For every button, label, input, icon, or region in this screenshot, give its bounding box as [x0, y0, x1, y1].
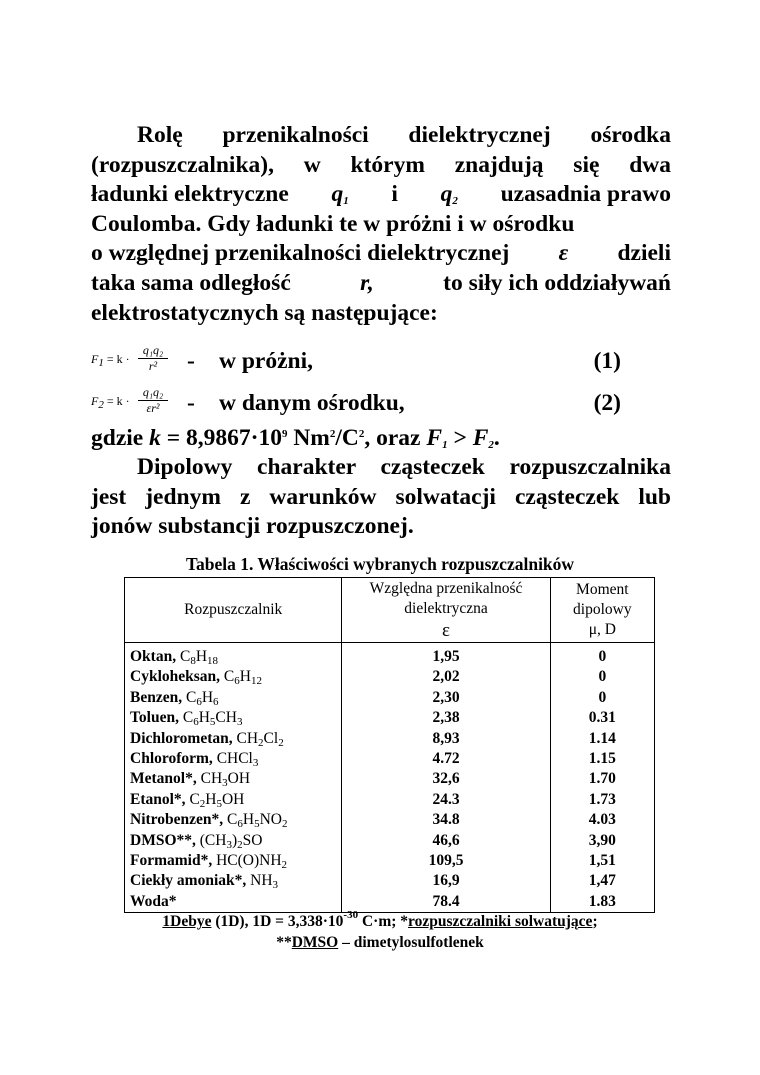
cell-permittivity: 2,30 [342, 688, 550, 708]
cell-solvent: Ciekły amoniak*, $NH_3$ [125, 871, 342, 891]
table-row [125, 688, 655, 708]
para2-line2: jest jednym z warunków solwatacji cząsteczek lub [91, 483, 671, 510]
chemical-formula: $C_8H_{18}$ [179, 648, 219, 667]
header-permittivity: Względna przenikalność dielektryczna ε [342, 578, 550, 643]
equation-1-description: w próżni, [219, 348, 313, 374]
table-row [125, 667, 655, 687]
cell-solvent: Chloroform, CHCl$_3$ [125, 749, 342, 769]
chemical-formula: $C_6H_6$ [185, 688, 219, 708]
equation-1: $F_1 = k$ · $\frac{\text{q₁q₂}}{\text{r²}}$ - w próżni, (1) [91, 342, 621, 382]
cell-solvent: Toluen, $C_6H_5CH_3$ [125, 708, 342, 728]
chemical-formula: $C_6H_{12}$ [223, 668, 262, 688]
cell-solvent: Cykloheksan, $C_6H_{12}$ [125, 667, 342, 687]
table-row [125, 769, 655, 789]
dipole-paragraph [91, 453, 671, 542]
cell-solvent: Woda* [125, 892, 342, 913]
cell-permittivity: 1,95 [342, 643, 550, 668]
chemical-formula: $C_2H_5OH$ [189, 790, 245, 810]
table-footnote-1: 1Debye (1D), $1D = 3,338\cdot 10^{-30}$ C·m; *rozpuszczalniki solwatujące; [162, 909, 598, 930]
cell-permittivity: 4.72 [342, 749, 550, 769]
chemical-formula: $HC(O)NH_2$ [216, 852, 288, 872]
coulomb-formula-vacuum: $F_1 = k$ · $\frac{\text{q₁q₂}}{\text{r²}}$ [91, 342, 176, 382]
para1-line6: taka sama odległość r, to siły ich oddziaływań [91, 269, 671, 296]
cell-permittivity: 109,5 [342, 851, 550, 871]
cell-solvent: Formamid*, $HC(O)NH_2$ [125, 851, 342, 871]
chemical-formula: $CH_3OH$ [200, 770, 251, 790]
cell-solvent: Dichlorometan, $CH_2Cl_2$ [125, 729, 342, 749]
cell-dipole: 1.14 [550, 729, 654, 749]
table-row [125, 790, 655, 810]
table-row [125, 851, 655, 871]
chemical-formula: $CH_2Cl_2$ [236, 729, 284, 749]
debye-link: 1Debye [162, 913, 212, 930]
cell-dipole: 0 [550, 667, 654, 687]
cell-permittivity: 2,02 [342, 667, 550, 687]
epsilon-symbol: ε [558, 240, 569, 267]
cell-dipole: 1,47 [550, 871, 654, 891]
header-solvent: Rozpuszczalnik [125, 578, 342, 643]
para1-line4: Coulomba. Gdy ładunki te w próżni i w ośrodku [91, 210, 575, 237]
cell-permittivity: 32,6 [342, 769, 550, 789]
para1-line2: (rozpuszczalnika), w którym znajdują się dwa [91, 151, 671, 178]
chemical-formula: CHCl$_3$ [216, 750, 259, 770]
cell-permittivity: 46,6 [342, 831, 550, 851]
para1-line7: elektrostatycznych są następujące: [91, 299, 438, 326]
equation-2: $F_2 = k$ · $\frac{\text{q₁q₂}}{\text{εr²}}$ - w danym ośrodku, (2) [91, 384, 621, 424]
para2-line1: Dipolowy charakter cząsteczek rozpuszczalnika [137, 454, 671, 480]
chemical-formula: $C_6H_5NO_2$ [227, 811, 288, 831]
header-dipole-moment: Moment dipolowy μ, D [550, 578, 654, 643]
solvents-table [124, 577, 655, 913]
cell-dipole: 4.03 [550, 810, 654, 830]
para1-line3: ładunki elektryczne $q_1$ i $q_2$ uzasadnia prawo [91, 181, 671, 208]
cell-dipole: 0.31 [550, 708, 654, 728]
chemical-formula: $(CH_3)_2SO$ [199, 831, 263, 851]
cell-permittivity: 24.3 [342, 790, 550, 810]
cell-solvent: Benzen, $C_6H_6$ [125, 688, 342, 708]
cell-permittivity: 78.4 [342, 892, 550, 913]
cell-dipole: 1,51 [550, 851, 654, 871]
chemical-formula: $C_6H_5CH_3$ [182, 709, 243, 729]
table-footnote-2: **DMSO – dimetylosulfotlenek [276, 934, 484, 951]
cell-solvent: DMSO**, $(CH_3)_2SO$ [125, 831, 342, 851]
cell-solvent: Etanol*, $C_2H_5OH$ [125, 790, 342, 810]
equation-2-number: (2) [593, 390, 621, 416]
table-row [125, 871, 655, 891]
cell-dipole: 0 [550, 688, 654, 708]
cell-permittivity: 2,38 [342, 708, 550, 728]
chemical-formula: $NH_3$ [250, 872, 279, 892]
equation-2-description: w danym ośrodku, [219, 390, 405, 416]
cell-dipole: 1.70 [550, 769, 654, 789]
table-row [125, 643, 655, 668]
cell-solvent: Metanol*, $CH_3OH$ [125, 769, 342, 789]
table-body [125, 643, 655, 913]
table-row [125, 892, 655, 913]
equation-1-number: (1) [593, 348, 621, 374]
table-header-row [125, 578, 655, 643]
cell-dipole: 1.83 [550, 892, 654, 913]
para1-line1: Rolę przenikalności dielektrycznej ośrodka [137, 122, 671, 148]
cell-permittivity: 16,9 [342, 871, 550, 891]
table-caption: Tabela 1. Właściwości wybranych rozpuszczalników [185, 554, 575, 574]
table-row [125, 708, 655, 728]
cell-solvent: Nitrobenzen*, $C_6H_5NO_2$ [125, 810, 342, 830]
table-row [125, 831, 655, 851]
para1-line5: o względnej przenikalności dielektrycznej ε dzieli [91, 239, 671, 269]
cell-permittivity: 8,93 [342, 729, 550, 749]
coulomb-formula-medium: $F_2 = k$ · $\frac{\text{q₁q₂}}{\text{εr²}}$ [91, 384, 176, 424]
cell-permittivity: 34.8 [342, 810, 550, 830]
constant-definition: gdzie $k = 8,9867\cdot 10^9$ $Nm^2/C^2$, oraz $F_1 > F_2$. [91, 425, 500, 451]
cell-dipole: 0 [550, 643, 654, 668]
cell-dipole: 3,90 [550, 831, 654, 851]
intro-paragraph [91, 121, 671, 328]
cell-dipole: 1.15 [550, 749, 654, 769]
table-row [125, 749, 655, 769]
table-row [125, 810, 655, 830]
table-row [125, 729, 655, 749]
cell-solvent: Oktan, $C_8H_{18}$ [125, 643, 342, 668]
cell-dipole: 1.73 [550, 790, 654, 810]
para2-line3: jonów substancji rozpuszczonej. [91, 513, 414, 540]
